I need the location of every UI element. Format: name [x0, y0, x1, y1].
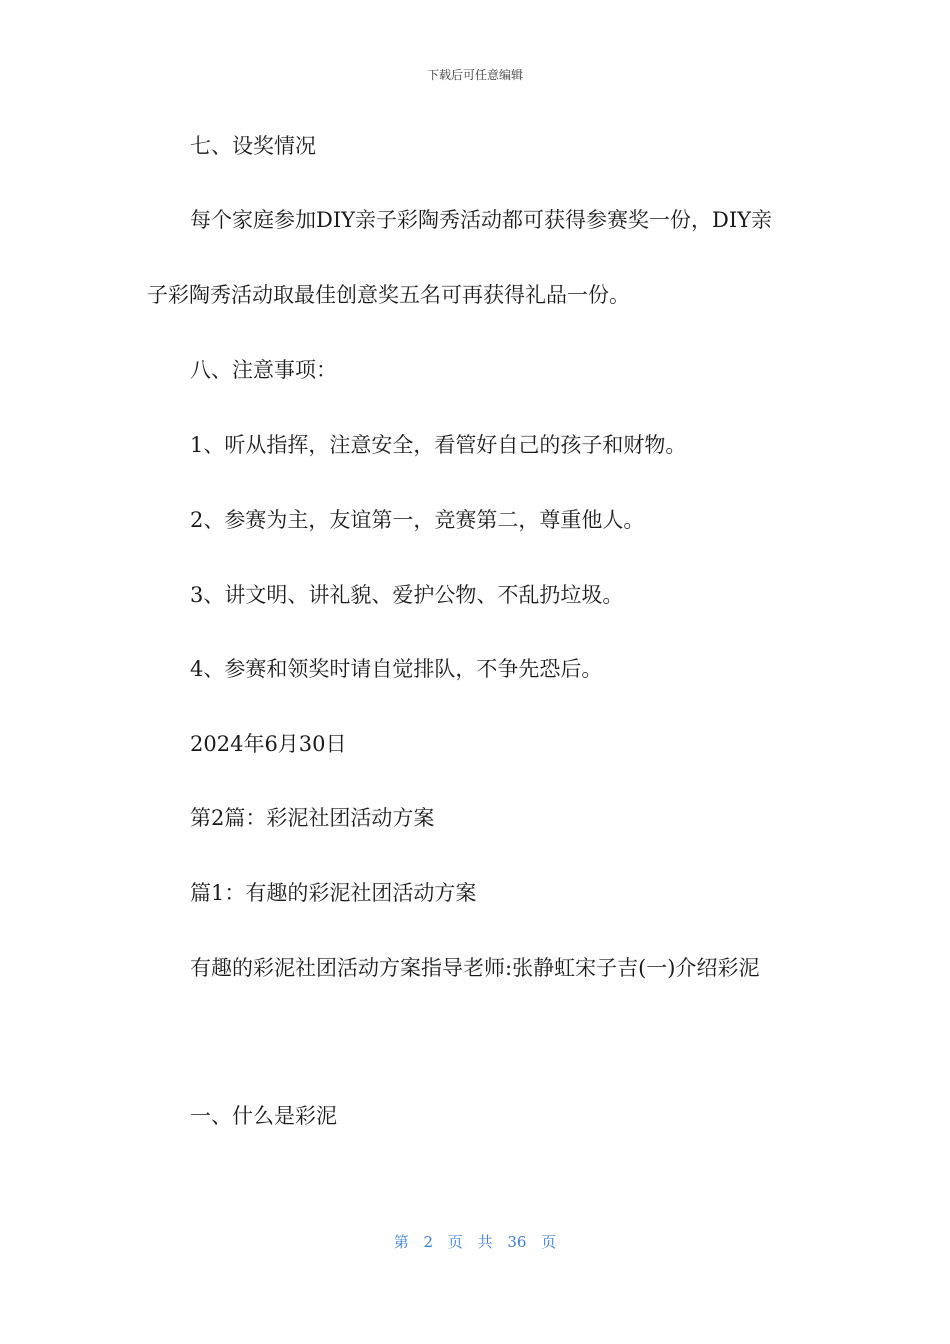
note-item-1: 1、听从指挥，注意安全，看管好自己的孩子和财物。: [190, 433, 687, 457]
note-item-3: 3、讲文明、讲礼貌、爱护公物、不乱扔垃圾。: [190, 583, 624, 607]
article-title: 第2篇：彩泥社团活动方案: [190, 806, 435, 830]
paragraph-awards-line-1: 每个家庭参加DIY亲子彩陶秀活动都可获得参赛奖一份，DIY亲: [190, 208, 772, 232]
page-footer: 第 2 页 共 36 页: [393, 1233, 557, 1251]
note-item-4: 4、参赛和领奖时请自觉排队，不争先恐后。: [190, 657, 603, 681]
sub-article-title: 篇1：有趣的彩泥社团活动方案: [190, 881, 477, 905]
paragraph-intro: 有趣的彩泥社团活动方案指导老师:张静虹宋子吉(一)介绍彩泥: [190, 956, 760, 980]
document-date: 2024年6月30日: [190, 732, 347, 756]
note-item-2: 2、参赛为主，友谊第一，竞赛第二，尊重他人。: [190, 508, 645, 532]
section-heading-what-is-clay: 一、什么是彩泥: [190, 1104, 337, 1128]
section-heading-notes: 八、注意事项：: [190, 358, 337, 382]
page-header: 下载后可任意编辑: [426, 68, 523, 82]
paragraph-awards-line-2: 子彩陶秀活动取最佳创意奖五名可再获得礼品一份。: [147, 283, 630, 307]
section-heading-awards: 七、设奖情况: [190, 134, 316, 158]
